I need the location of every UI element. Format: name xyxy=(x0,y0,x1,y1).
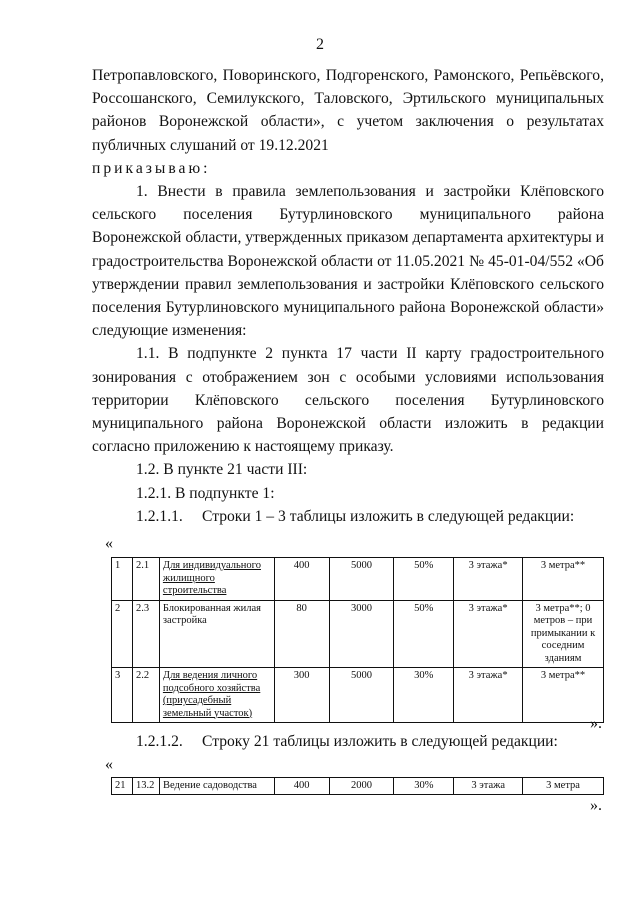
zoning-table-row-21 xyxy=(111,777,604,795)
clause-1-1: 1.1. В подпункте 2 пункта 17 части II карту градостроительного зонирования с отображением зон с особыми условиями использования территории Клёповского сельского поселения Бутурлиновского муниципального района Воронежской области изложить в редакции согласно приложению к настоящему приказу. xyxy=(92,345,604,456)
clause-number: 1.2.1.1. xyxy=(136,507,183,525)
cell-pct: 30% xyxy=(394,778,454,795)
cell-floors: 3 этажа xyxy=(454,778,523,795)
cell-floors: 3 этажа* xyxy=(454,558,523,601)
clause-1-2-1-2 xyxy=(92,733,604,751)
cell-min: 400 xyxy=(274,558,329,601)
opening-quote: « xyxy=(105,535,113,552)
paragraph-line: Петропавловского, Поворинского, Подгоренского, Рамонского, Репьёвского, xyxy=(92,67,604,84)
clause-1-2-1-1 xyxy=(92,505,604,528)
cell-max: 2000 xyxy=(329,778,394,795)
table-row xyxy=(112,668,604,723)
cell-n: 21 xyxy=(112,778,133,795)
paragraph-line: публичных слушаний от 19.12.2021 xyxy=(92,136,329,154)
clause-1: 1. Внести в правила землепользования и застройки Клёповского сельского поселения Бутурлиновского муниципального района Воронежской области, утвержденных приказом департамента архитектуры и градостроительства Воронежской области от 11.05.2021 № 45-01-04/552 «Об утверждении правил землепользования и застройки Клёповского сельского поселения Бутурлиновского муниципального района Воронежской области» следующие изменения: xyxy=(92,183,604,340)
paragraph-line: районов Воронежской области», с учетом заключения о результатах xyxy=(92,113,604,131)
page-number: 2 xyxy=(316,36,324,53)
cell-min: 400 xyxy=(274,778,329,795)
cell-max: 5000 xyxy=(329,668,394,723)
clause-text: Строки 1 – 3 таблицы изложить в следующей редакции: xyxy=(202,507,575,525)
cell-min: 80 xyxy=(274,600,329,668)
cell-name: Блокированная жилая застройка xyxy=(159,600,274,668)
clause-1-2: 1.2. В пункте 21 части III: xyxy=(136,461,308,479)
cell-floors: 3 этажа* xyxy=(454,600,523,668)
cell-code: 2.2 xyxy=(132,668,159,723)
clause-1-2-1: 1.2.1. В подпункте 1: xyxy=(136,484,275,502)
zoning-table-rows-1-3 xyxy=(111,557,604,723)
table-row xyxy=(112,778,604,795)
cell-pct: 50% xyxy=(394,600,454,668)
cell-max: 3000 xyxy=(329,600,394,668)
paragraph-line: Россошанского, Семилукского, Таловского, Эртильского муниципальных xyxy=(92,90,604,108)
clause-number: 1.2.1.2. xyxy=(136,733,183,750)
cell-n: 2 xyxy=(112,600,133,668)
document-body xyxy=(92,64,604,528)
cell-max: 5000 xyxy=(329,558,394,601)
cell-code: 2.3 xyxy=(132,600,159,668)
cell-n: 1 xyxy=(112,558,133,601)
cell-n: 3 xyxy=(112,668,133,723)
clause-text: Строку 21 таблицы изложить в следующей редакции: xyxy=(202,733,558,750)
cell-pct: 30% xyxy=(394,668,454,723)
cell-pct: 50% xyxy=(394,558,454,601)
cell-code: 13.2 xyxy=(132,778,159,795)
cell-indent: 3 метра** xyxy=(523,558,604,601)
table-row xyxy=(112,558,604,601)
table-row xyxy=(112,600,604,668)
cell-floors: 3 этажа* xyxy=(454,668,523,723)
cell-name: Для индивидуального жилищного строительства xyxy=(159,558,274,601)
cell-code: 2.1 xyxy=(132,558,159,601)
cell-indent: 3 метра xyxy=(523,778,604,795)
closing-quote: ». xyxy=(590,715,602,732)
order-word: приказываю: xyxy=(92,159,211,177)
opening-quote: « xyxy=(105,756,113,773)
cell-name: Ведение садоводства xyxy=(159,778,274,795)
cell-name: Для ведения личного подсобного хозяйства (приусадебный земельный участок) xyxy=(159,668,274,723)
closing-quote: ». xyxy=(590,797,602,814)
cell-indent: 3 метра** xyxy=(523,668,604,723)
cell-indent: 3 метра**; 0 метров – при примыкании к соседним зданиям xyxy=(523,600,604,668)
cell-min: 300 xyxy=(274,668,329,723)
